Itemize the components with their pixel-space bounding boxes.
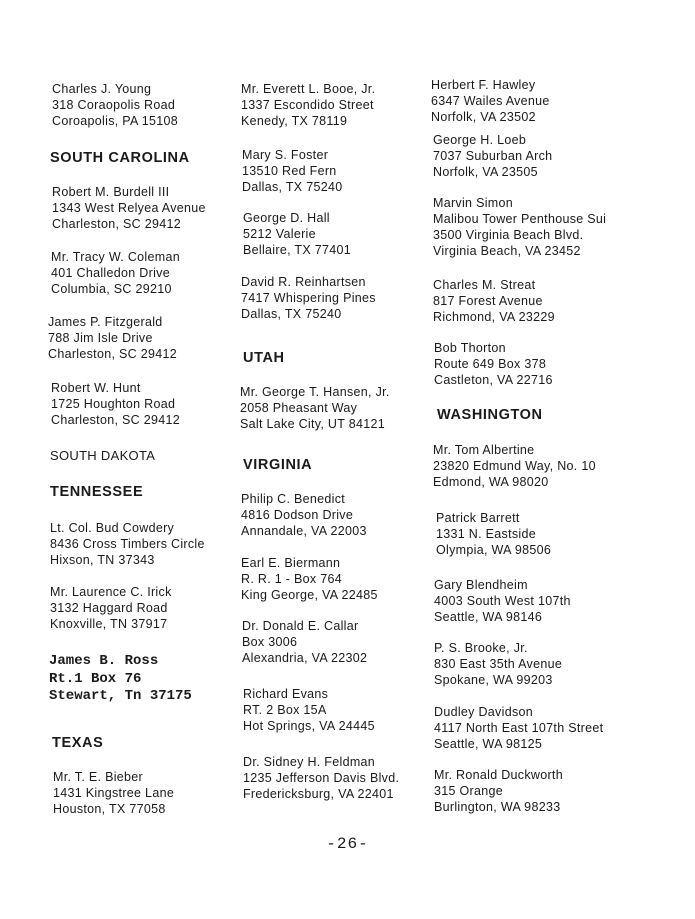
entry-name: Robert M. Burdell III <box>52 185 170 199</box>
entry-address-line: Kenedy, TX 78119 <box>241 114 348 128</box>
entry-address-line: Rt.1 Box 76 <box>49 670 142 687</box>
entry-address-line: 315 Orange <box>434 784 504 798</box>
entry-address-line: Bellaire, TX 77401 <box>243 243 352 257</box>
entry-name: Mr. Everett L. Booe, Jr. <box>241 82 376 96</box>
entry-name: James P. Fitzgerald <box>48 315 163 329</box>
entry-address-line: Dallas, TX 75240 <box>242 180 343 194</box>
entry-name: P. S. Brooke, Jr. <box>434 641 528 655</box>
entry-name: James B. Ross <box>49 653 159 669</box>
address-entry <box>434 767 563 815</box>
address-entry <box>433 277 555 325</box>
entry-address-line: King George, VA 22485 <box>241 588 378 602</box>
entry-address-line: 6347 Wailes Avenue <box>431 94 550 108</box>
entry-name: Mary S. Foster <box>242 148 329 162</box>
entry-address-line: Hot Springs, VA 24445 <box>243 719 375 733</box>
entry-name: Dudley Davidson <box>434 705 533 719</box>
entry-address-line: 1431 Kingstree Lane <box>53 786 175 800</box>
entry-name: Robert W. Hunt <box>51 381 141 395</box>
entry-address-line: 3132 Haggard Road <box>50 601 168 615</box>
entry-address-line: Fredericksburg, VA 22401 <box>243 787 394 801</box>
entry-address-line: 7417 Whispering Pines <box>241 291 376 305</box>
page-number: -26- <box>326 835 369 853</box>
entry-address-line: Seattle, WA 98146 <box>434 610 543 624</box>
entry-address-line: Seattle, WA 98125 <box>434 737 543 751</box>
entry-name: Mr. Tom Albertine <box>433 443 535 457</box>
entry-name: George D. Hall <box>243 211 330 225</box>
entry-name: Mr. Ronald Duckworth <box>434 768 563 782</box>
entry-address-line: 8436 Cross Timbers Circle <box>50 537 205 551</box>
address-entry <box>434 704 603 752</box>
entry-address-line: Route 649 Box 378 <box>434 357 547 371</box>
entry-address-line: Malibou Tower Penthouse Sui <box>433 212 607 226</box>
entry-address-line: Richmond, VA 23229 <box>433 310 555 324</box>
address-entry <box>433 442 596 490</box>
entry-name: Dr. Donald E. Callar <box>242 619 359 633</box>
entry-name: Marvin Simon <box>433 196 514 210</box>
entry-name: Mr. T. E. Bieber <box>53 770 144 784</box>
entry-address-line: Hixson, TN 37343 <box>50 553 155 567</box>
entry-address-line: 788 Jim Isle Drive <box>48 331 153 345</box>
entry-address-line: Salt Lake City, UT 84121 <box>240 417 386 431</box>
entry-name: Patrick Barrett <box>436 511 520 525</box>
entry-address-line: 830 East 35th Avenue <box>434 657 563 671</box>
entry-address-line: 1331 N. Eastside <box>436 527 536 541</box>
entry-address-line: Charleston, SC 29412 <box>51 413 180 427</box>
entry-name: Dr. Sidney H. Feldman <box>243 755 376 769</box>
entry-name: Herbert F. Hawley <box>431 78 536 92</box>
entry-name: Mr. Tracy W. Coleman <box>51 250 180 264</box>
entry-address-line: Coroapolis, PA 15108 <box>52 114 178 128</box>
entry-address-line: 4003 South West 107th <box>434 594 571 608</box>
entry-address-line: RT. 2 Box 15A <box>243 703 327 717</box>
entry-address-line: 5212 Valerie <box>243 227 316 241</box>
entry-address-line: 2058 Pheasant Way <box>240 401 358 415</box>
entry-address-line: 4816 Dodson Drive <box>241 508 354 522</box>
state-heading: UTAH <box>243 350 285 366</box>
entry-address-line: Knoxville, TN 37917 <box>50 617 168 631</box>
state-heading: TENNESSEE <box>50 484 144 500</box>
entry-address-line: 1235 Jefferson Davis Blvd. <box>243 771 400 785</box>
entry-address-line: Charleston, SC 29412 <box>52 217 181 231</box>
entry-address-line: Norfolk, VA 23502 <box>431 110 536 124</box>
entry-address-line: 3500 Virginia Beach Blvd. <box>433 228 584 242</box>
entry-address-line: 1337 Escondido Street <box>241 98 374 112</box>
entry-address-line: Edmond, WA 98020 <box>433 475 549 489</box>
state-heading: VIRGINIA <box>243 457 313 473</box>
address-entry <box>434 340 553 388</box>
entry-address-line: Charleston, SC 29412 <box>48 347 177 361</box>
entry-name: George H. Loeb <box>433 133 527 147</box>
entry-address-line: 817 Forest Avenue <box>433 294 543 308</box>
entry-name: Richard Evans <box>243 687 329 701</box>
entry-name: David R. Reinhartsen <box>241 275 366 289</box>
entry-address-line: Virginia Beach, VA 23452 <box>433 244 581 258</box>
entry-name: Charles J. Young <box>52 82 152 96</box>
entry-name: Philip C. Benedict <box>241 492 346 506</box>
entry-name: Mr. Laurence C. Irick <box>50 585 172 599</box>
address-entry <box>434 577 571 625</box>
address-entry <box>436 510 551 558</box>
entry-address-line: 4117 North East 107th Street <box>434 721 604 735</box>
entry-address-line: Columbia, SC 29210 <box>51 282 172 296</box>
entry-address-line: Box 3006 <box>242 635 298 649</box>
entry-address-line: Norfolk, VA 23505 <box>433 165 538 179</box>
address-entry <box>433 195 606 259</box>
entry-address-line: 1725 Houghton Road <box>51 397 176 411</box>
entry-address-line: 13510 Red Fern <box>242 164 337 178</box>
entry-address-line: Dallas, TX 75240 <box>241 307 342 321</box>
entry-address-line: Annandale, VA 22003 <box>241 524 367 538</box>
state-heading: SOUTH DAKOTA <box>50 448 156 463</box>
address-entry <box>431 77 550 125</box>
entry-address-line: Olympia, WA 98506 <box>436 543 552 557</box>
entry-address-line: 318 Coraopolis Road <box>52 98 176 112</box>
address-entry <box>433 132 552 180</box>
entry-address-line: Spokane, WA 99203 <box>434 673 553 687</box>
entry-name: Bob Thorton <box>434 341 506 355</box>
entry-address-line: Stewart, Tn 37175 <box>49 688 192 704</box>
address-entry <box>434 640 562 688</box>
entry-name: Charles M. Streat <box>433 278 536 292</box>
entry-address-line: R. R. 1 - Box 764 <box>241 572 342 586</box>
entry-address-line: 7037 Suburban Arch <box>433 149 553 163</box>
entry-name: Earl E. Biermann <box>241 556 341 570</box>
entry-address-line: Castleton, VA 22716 <box>434 373 553 387</box>
entry-address-line: Alexandria, VA 22302 <box>242 651 368 665</box>
state-heading: WASHINGTON <box>437 407 543 423</box>
entry-name: Gary Blendheim <box>434 578 528 592</box>
entry-name: Lt. Col. Bud Cowdery <box>50 521 175 535</box>
state-heading: TEXAS <box>52 735 104 751</box>
entry-address-line: 401 Challedon Drive <box>51 266 170 280</box>
entry-address-line: Houston, TX 77058 <box>53 802 166 816</box>
entry-address-line: 1343 West Relyea Avenue <box>52 201 206 215</box>
state-heading: SOUTH CAROLINA <box>50 150 190 166</box>
entry-address-line: Burlington, WA 98233 <box>434 800 561 814</box>
entry-name: Mr. George T. Hansen, Jr. <box>240 385 390 399</box>
entry-address-line: 23820 Edmund Way, No. 10 <box>433 459 596 473</box>
